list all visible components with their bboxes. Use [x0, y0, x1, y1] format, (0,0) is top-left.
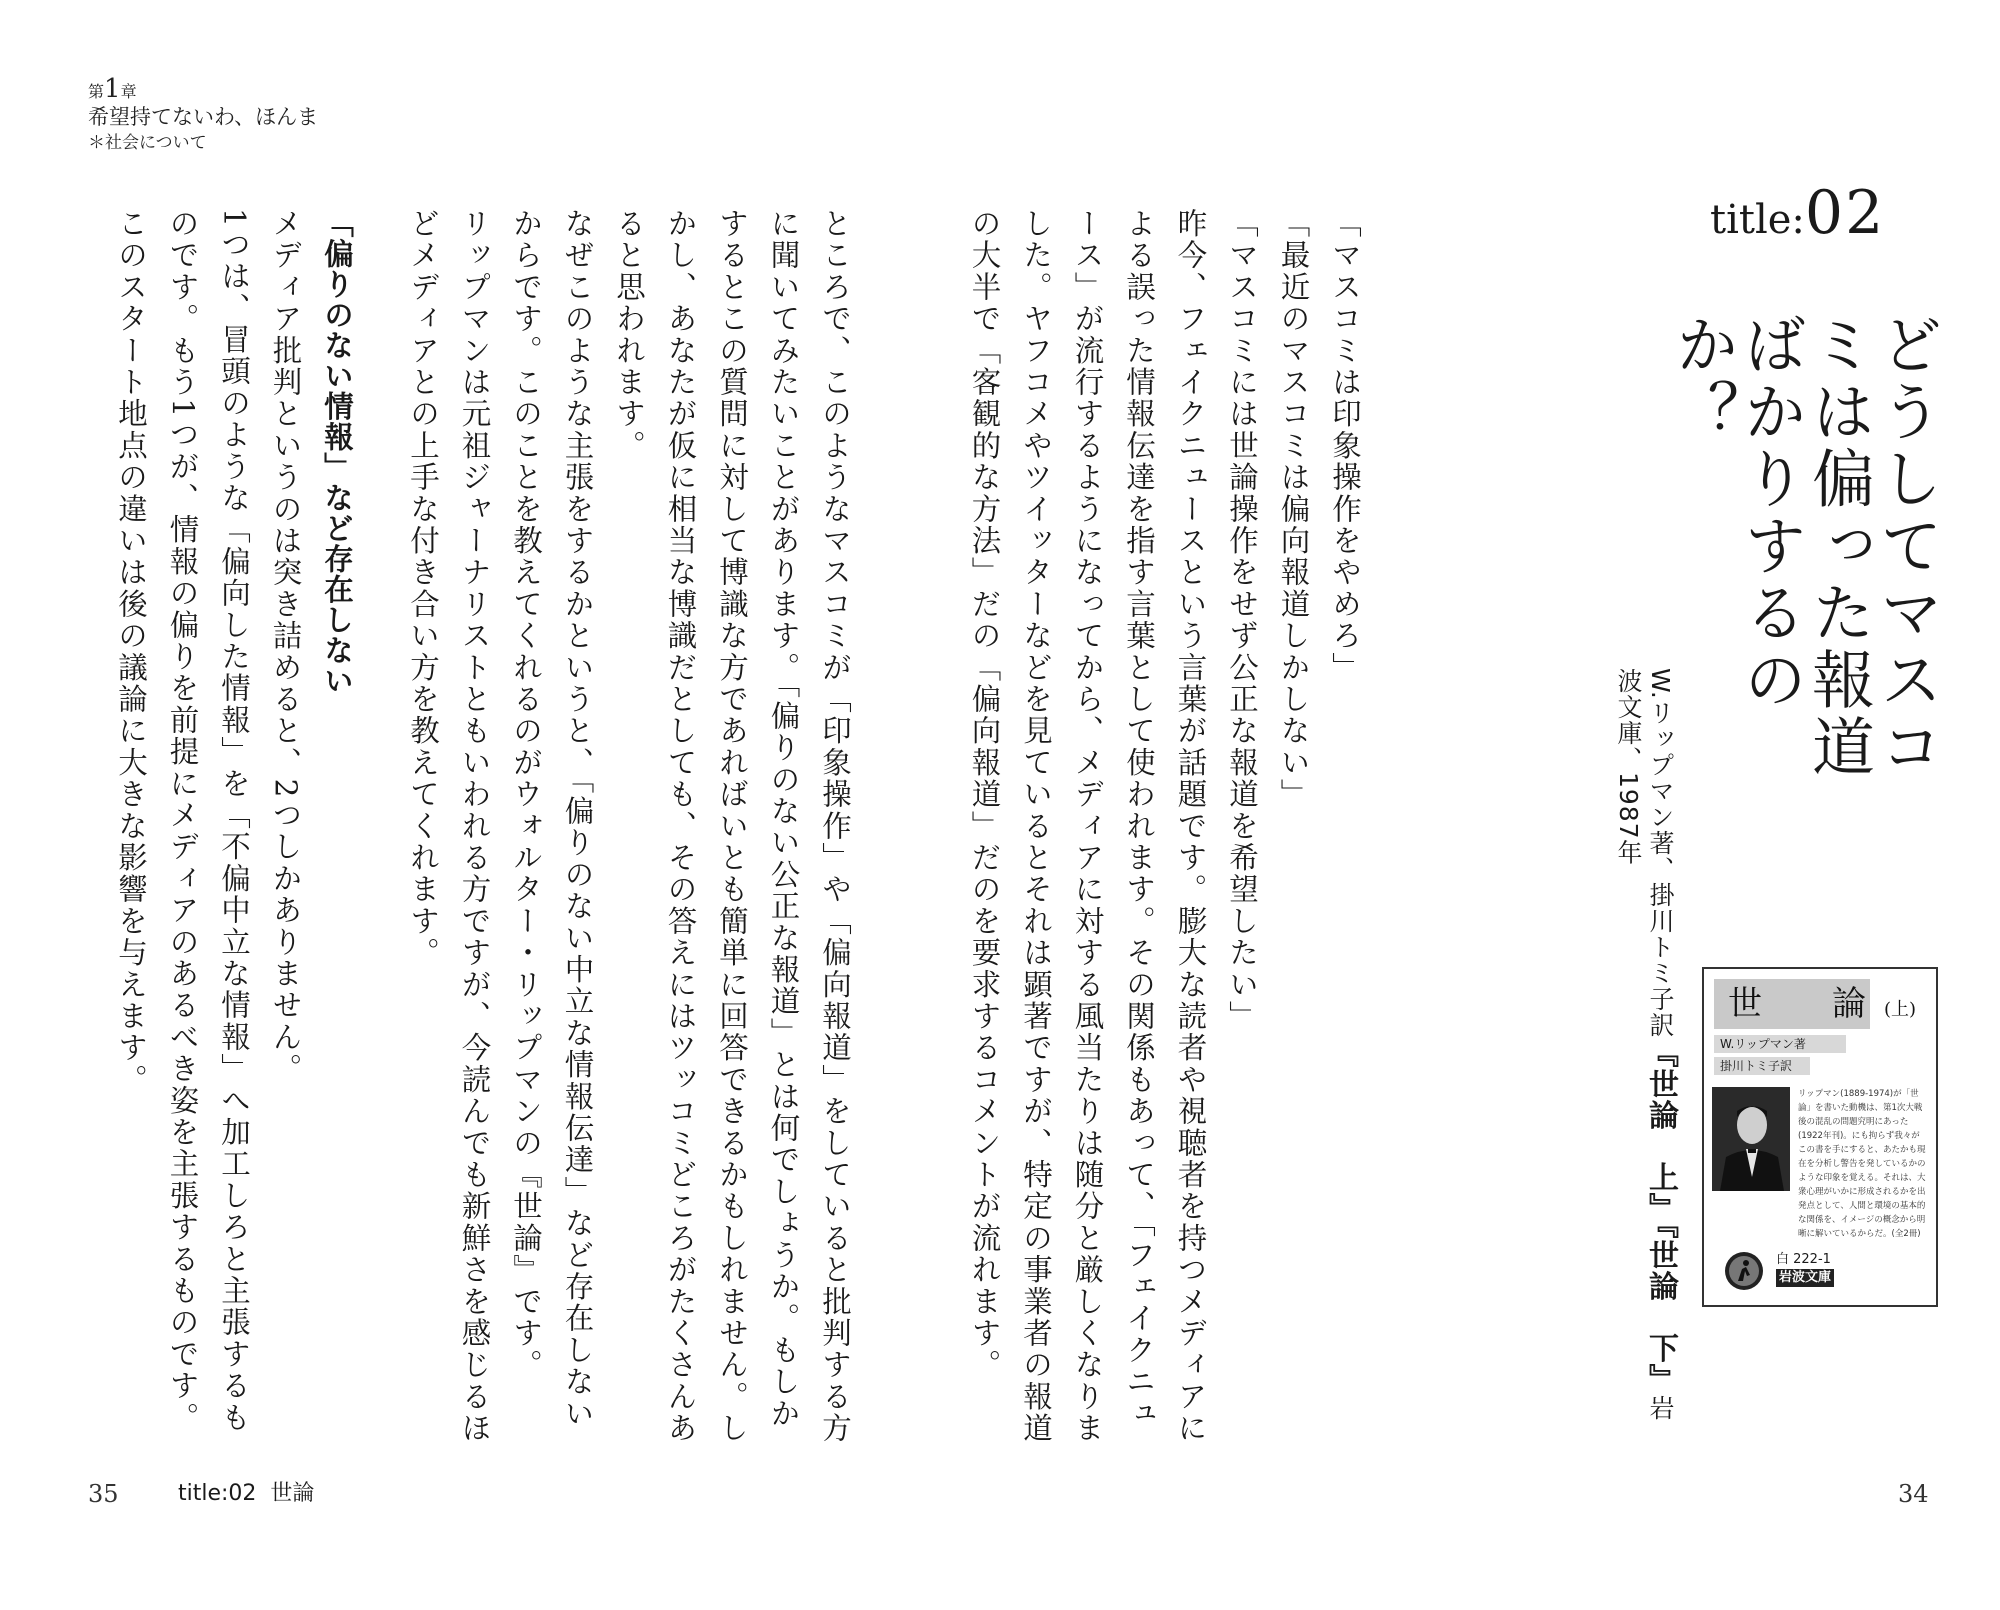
chapter-category: ＊社会について	[88, 133, 207, 153]
paragraph: 「マスコミは印象操作をやめろ」	[1328, 208, 1362, 684]
left-page-body-top	[400, 208, 860, 1453]
chapter-subtitle: 希望持てないわ、ほんま	[88, 105, 319, 129]
section-heading: 「偏りのない情報」など存在しない	[320, 208, 354, 696]
paragraph: メディア批判というのは突き詰めると、2つしかありません。	[268, 208, 303, 1085]
paragraph: 1つは、冒頭のような「偏向した情報」を「不偏中立な情報」へ加工しろと主張するものです。もう1つが、情報の偏りを前提にメディアのあるべき姿を主張するものです。	[165, 208, 251, 1434]
paragraph: 昨今、フェイクニュースという言葉が話題です。膨大な読者や視聴者を持つメディアによる誤った情報伝達を指す言葉として使われます。その関係もあって、「フェイクニュース」が流行するようになってから、メディアに対する風当たりは随分と厳しくなりました。ヤフコメやツイッターなどを見ているとそれは顕著ですが、特定の事業者の報道の大半で「客観的な方法」だの「偏向報道」だのを要求するコメントが流れます。	[967, 208, 1208, 1445]
book-credit-author: W.リップマン著、掛川トミ子訳	[1646, 668, 1675, 1038]
publisher-emblem-icon	[1724, 1251, 1764, 1291]
book-title-2: 『世論 下』	[1643, 1223, 1678, 1395]
book-cover-image	[1702, 967, 1938, 1307]
title-number: 02	[1804, 178, 1886, 248]
footer-section: 世論	[270, 1481, 315, 1506]
paragraph: このスタート地点の違いは後の議論に大きな影響を与えます。	[114, 208, 148, 1096]
page-number-right: 34	[1898, 1480, 1929, 1508]
footer-title-label: title:02	[178, 1481, 257, 1506]
chapter-number: 第1章	[88, 74, 137, 104]
paragraph: なぜこのような主張をするかというと、「偏りのない中立な情報伝達」など存在しないからです。このことを教えてくれるのがウォルター・リップマンの『世論』です。	[509, 208, 595, 1430]
cover-author: W.リップマン著	[1714, 1035, 1846, 1053]
book-credit	[1614, 668, 1678, 1428]
right-page-body	[967, 208, 1370, 1453]
main-title: どうしてマスコミは偏った報道ばかりするのか？	[1666, 312, 1943, 781]
title-label: title:02	[1710, 178, 1886, 248]
paragraph: 「マスコミには世論操作をせず公正な報道を希望したい」	[1225, 208, 1259, 1033]
author-portrait	[1712, 1087, 1790, 1191]
paragraph: 「最近のマスコミは偏向報道しかしない」	[1276, 208, 1311, 811]
book-title-1: 『世論 上』	[1643, 1037, 1678, 1224]
paragraph: ところで、このようなマスコミが「印象操作」や「偏向報道」をしていると批判する方に聞いてみたいことがあります。「偏りのない公正な報道」とは何でしょうか。もしかするとこの質問に対して博識な方であればいとも簡単に回答できるかもしれません。しかし、あなたが仮に相当な博識だとしても、その答えにはツッコミどころがたくさんあると思われます。	[612, 208, 852, 1445]
left-page-body-section	[92, 208, 362, 1453]
cover-translator: 掛川トミ子訳	[1714, 1057, 1810, 1075]
chapter-header	[88, 74, 388, 155]
page-number-left: 35	[88, 1480, 119, 1508]
cover-code: 白 222-1 岩波文庫	[1776, 1251, 1834, 1287]
cover-title: 世 論(上)	[1714, 979, 1870, 1029]
running-footer	[178, 1476, 314, 1507]
cover-publisher: 岩波文庫	[1776, 1269, 1834, 1287]
cover-description: リップマン(1889-1974)が「世論」を書いた動機は、第1次大戦後の混乱の問題究明にあった(1922年刊)。にも拘らず我々がこの書を手にすると、あたかも現在を分析し警告を発しているかのような印象を覚える。それは、大衆心理がいかに形成されるかを出発点として、人間と環境の基本的な関係を、イメージの概念から明晰に解いているからだ。(全2冊)	[1798, 1089, 1926, 1239]
book-credit-publisher: 岩波文庫、1987年	[1614, 668, 1675, 1421]
paragraph: リップマンは元祖ジャーナリストともいわれる方ですが、今読んでも新鮮さを感じるほどメディアとの上手な付き合い方を教えてくれます。	[406, 208, 492, 1445]
